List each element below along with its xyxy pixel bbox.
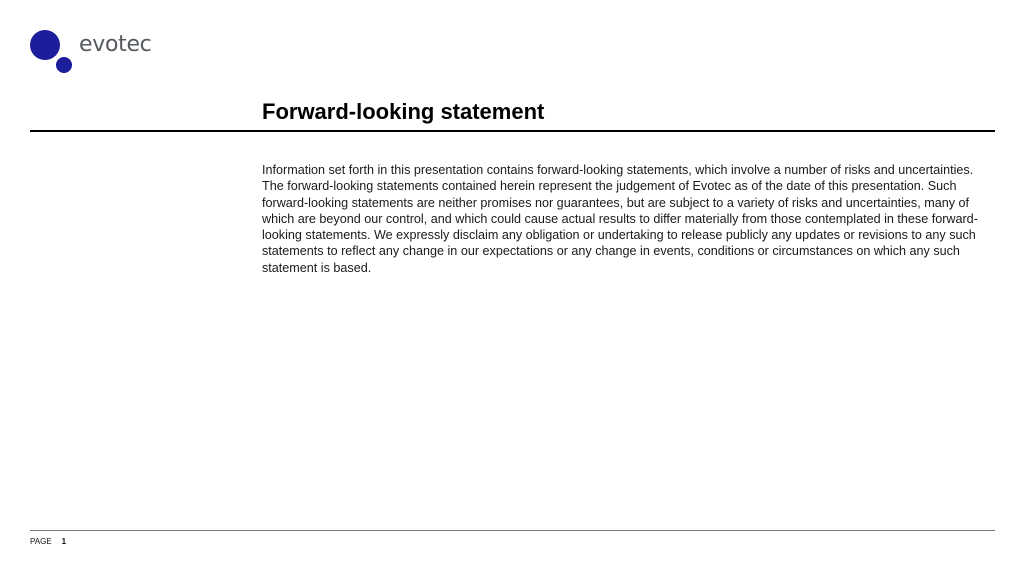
evotec-logo-mark-icon — [28, 28, 76, 76]
logo-wordmark: evotec — [79, 32, 152, 57]
evotec-logo — [28, 28, 158, 76]
page-footer — [30, 537, 66, 547]
slide-title: Forward-looking statement — [262, 99, 545, 124]
footer-divider — [30, 530, 995, 531]
title-divider — [30, 130, 995, 132]
page-number: 1 — [61, 537, 67, 546]
disclaimer-paragraph: Information set forth in this presentation contains forward-looking statements, which involve a number of risks and uncertainties. The forward-looking statements contained herein represent the judgement of Evotec as of the date of this presentation. Such forward-looking statements are neither promises nor guarantees, but are subject to a variety of risks and uncertainties, many of which are beyond our control, and which could cause actual results to differ materially from those contemplated in these forward-looking statements. We expressly disclaim any obligation or undertaking to release publicly any updates or revisions to any such statements to reflect any change in our expectations or any change in events, conditions or circumstances on which any such statement is based. — [262, 163, 978, 275]
page-label: PAGE — [30, 537, 52, 546]
